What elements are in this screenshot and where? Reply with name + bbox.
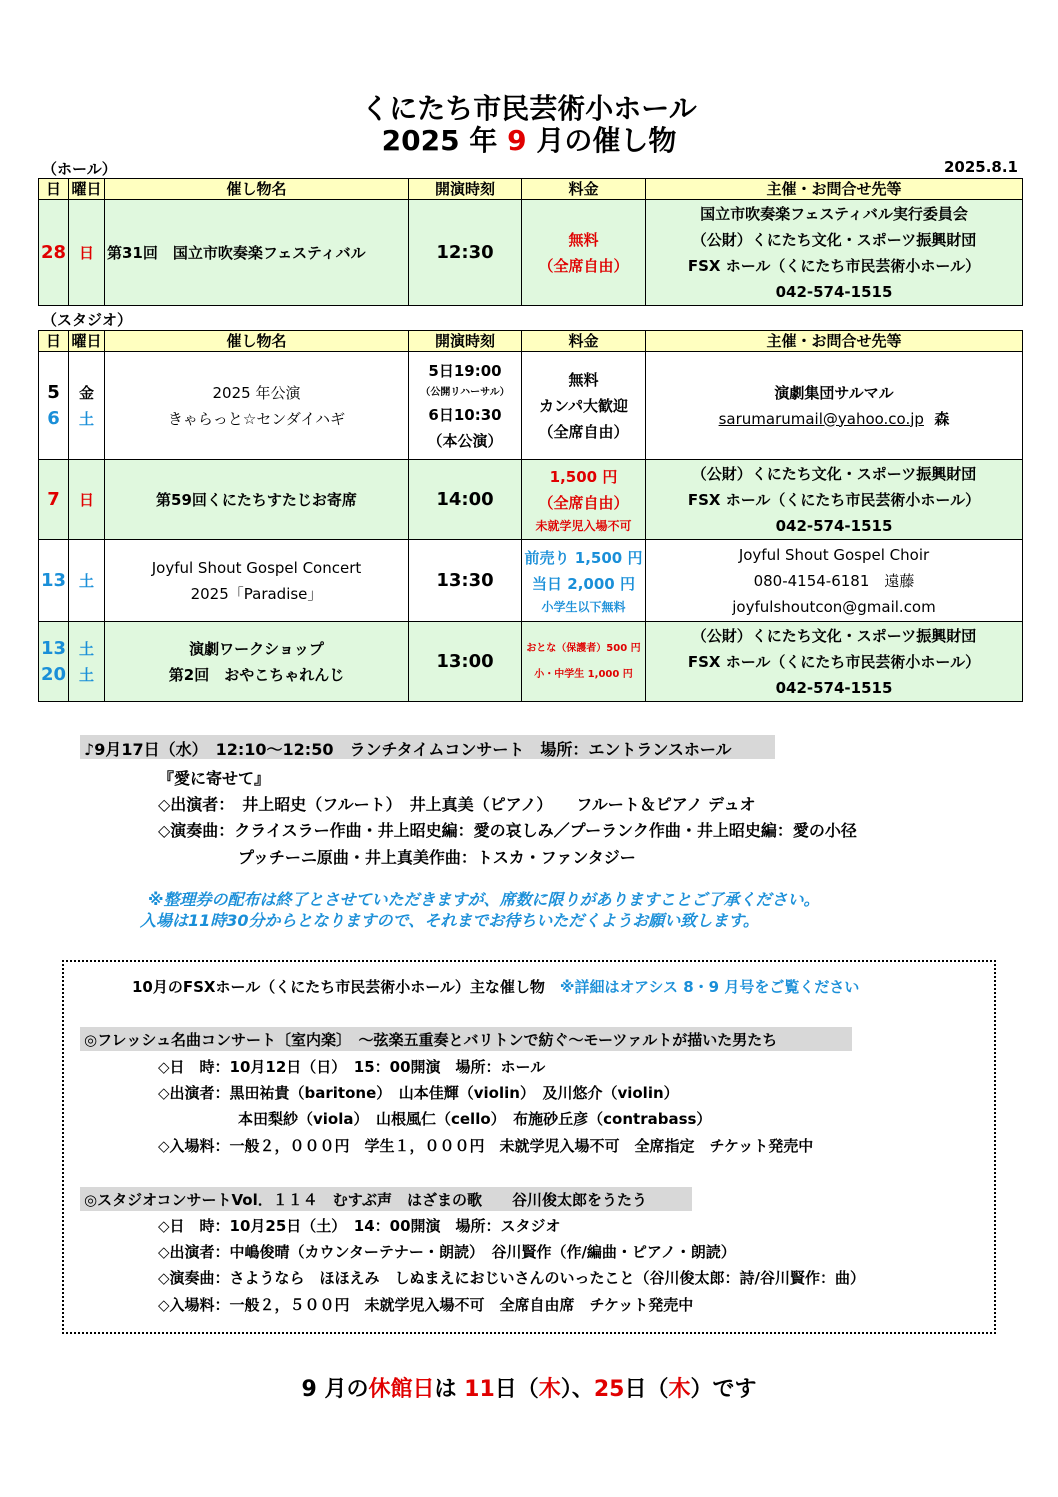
time-note: （公開リハーサル） [420,386,510,398]
closed-part: ）です [690,1377,757,1402]
concert2-date: ◇日 時：10月25日（土） 14：00開演 場所：スタジオ [158,1217,561,1235]
subtitle-suffix: 月の催し物 [526,124,677,157]
table-row [39,460,1023,540]
row-weekday: 土 [69,540,105,622]
contact-line: （公財）くにたち文化・スポーツ振興財団 [691,626,977,645]
header-contact: 主催・お問合せ先等 [646,331,1023,352]
lunch-program-cont: プッチーニ原曲・井上真美作曲：トスカ・ファンタジー [238,848,636,867]
issue-date: 2025.8.1 [943,158,1018,176]
subtitle-year: 2025 年 [381,124,508,157]
day-line: 5 [47,381,60,403]
row-day: 7 [39,460,69,540]
lunch-subtitle: 『愛に寄せて』 [158,769,271,788]
table-row [39,540,1023,622]
row-contact [646,460,1023,540]
weekday-line: 土 [78,409,94,428]
studio-table-header [39,331,1023,352]
contact-line: （公財）くにたち文化・スポーツ振興財団 [691,464,977,483]
table-row [39,352,1023,460]
concert1-date: ◇日 時：10月12日（日） 15：00開演 場所：ホール [158,1058,546,1076]
row-fee [522,460,646,540]
fee-line: （全席自由） [538,422,629,441]
row-contact [646,540,1023,622]
closed-day-2: 25 [593,1377,625,1402]
lunch-notice-1: ※整理券の配布は終了とさせていただきますが、席数に限りがありますことご了承ください。 [148,890,820,909]
header-time: 開演時刻 [409,179,522,200]
fee-line: 当日 2,000 円 [532,574,635,593]
row-event [105,540,409,622]
row-weekday [69,352,105,460]
studio-section-label: （スタジオ） [42,311,133,329]
row-contact [646,352,1023,460]
header-weekday: 曜日 [69,331,105,352]
table-row [39,200,1023,306]
closed-days-notice [0,1372,1058,1403]
lunch-notice-2: 入場は11時30分からとなりますので、それまでお待ちいただくようお願い致します。 [140,911,759,930]
concert2-admission: ◇入場料：一般２，５００円 未就学児入場不可 全席自由席 チケット発売中 [158,1296,694,1314]
contact-line: FSX ホール（くにたち市民芸術小ホール） [687,652,981,671]
page-subtitle [0,124,1058,158]
fee-line: （全席自由） [538,256,629,275]
hall-table-header [39,179,1023,200]
row-event: 第31回 国立市吹奏楽フェスティバル [105,200,409,306]
concert1-admission: ◇入場料：一般２，０００円 学生１，０００円 未就学児入場不可 全席指定 チケット発売中 [158,1137,814,1155]
header-contact: 主催・お問合せ先等 [646,179,1023,200]
row-fee [522,540,646,622]
october-heading [132,976,859,997]
studio-table [38,330,1023,702]
closed-part: は [434,1377,465,1402]
hall-section-label: （ホール） [42,160,117,178]
contact-line: 国立市吹奏楽フェスティバル実行委員会 [700,204,968,223]
concert1-performers-cont: 本田梨紗（viola） 山根風仁（cello） 布施砂丘彦（contrabass） [238,1110,712,1128]
row-time: 13:00 [409,622,522,702]
fee-line: 無料 [568,370,599,389]
concert2-title: ◎スタジオコンサートVol．１１４ むすぶ声 はざまの歌 谷川俊太郎をうたう [84,1191,647,1209]
row-weekday [69,622,105,702]
row-weekday: 日 [69,460,105,540]
row-event [105,352,409,460]
october-heading-text: 10月のFSXホール（くにたち市民芸術小ホール）主な催し物 [132,978,545,996]
weekday-line: 金 [78,383,94,402]
event-line: Joyful Shout Gospel Concert [151,558,362,577]
lunch-performers: ◇出演者： 井上昭史（フルート） 井上真美（ピアノ） フルート＆ピアノ デュオ [158,795,756,814]
header-time: 開演時刻 [409,331,522,352]
row-contact [646,622,1023,702]
page-title: くにたち市民芸術小ホール [361,92,697,125]
contact-phone: 042-574-1515 [775,516,893,535]
fee-note: 小学生以下無料 [541,599,626,614]
table-row [39,622,1023,702]
concert2-program: ◇演奏曲：さようなら ほほえみ しぬまえにおじいさんのいったこと（谷川俊太郎：詩/谷川賢作：曲） [158,1269,866,1287]
concert1-title: ◎フレッシュ名曲コンサート〔室内楽〕 ～弦楽五重奏とバリトンで紡ぐ～モーツァルトが描いた男たち [84,1031,778,1049]
hall-table [38,178,1023,306]
contact-line: 演劇集団サルマル [774,383,894,402]
header-fee: 料金 [522,331,646,352]
contact-line: Joyful Shout Gospel Choir [738,545,930,564]
row-day: 13 [39,540,69,622]
header-event: 催し物名 [105,331,409,352]
contact-phone: 042-574-1515 [775,282,893,301]
contact-email-link[interactable]: sarumarumail@yahoo.co.jp [718,409,924,428]
contact-line: （公財）くにたち文化・スポーツ振興財団 [691,230,977,249]
time-line: 5日19:00 [428,361,502,380]
row-event [105,622,409,702]
row-event: 第59回くにたちすたじお寄席 [105,460,409,540]
closed-part: 9 月の [301,1377,369,1402]
header-event: 催し物名 [105,179,409,200]
contact-line: 080-4154-6181 遠藤 [753,571,915,590]
row-time: 13:30 [409,540,522,622]
header-weekday: 曜日 [69,179,105,200]
contact-name: 森 [934,409,950,428]
fee-line: 小・中学生 1,000 円 [534,668,633,680]
event-line: 第2回 おやこちゃれんじ [168,665,345,684]
row-day [39,352,69,460]
contact-email: joyfulshoutcon@gmail.com [732,597,936,616]
day-line: 20 [41,663,67,685]
row-fee [522,200,646,306]
time-note: （本公演） [427,431,503,450]
event-line: 2025「Paradise」 [190,584,323,603]
row-time: 14:00 [409,460,522,540]
closed-part: 日（ [624,1377,669,1402]
row-weekday: 日 [69,200,105,306]
contact-phone: 042-574-1515 [775,678,893,697]
event-line: きゃらっと☆センダイハギ [167,409,346,428]
contact-line [648,406,1020,432]
closed-day-1: 11 [464,1377,495,1402]
fee-line: カンパ大歓迎 [539,396,628,415]
row-contact [646,200,1023,306]
closed-weekday-1: 木 [538,1377,561,1402]
event-line: 演劇ワークショップ [189,639,324,658]
header-day: 日 [39,331,69,352]
lunch-program: ◇演奏曲：クライスラー作曲・井上昭史編：愛の哀しみ／プーランク作曲・井上昭史編：愛の小径 [158,821,857,840]
fee-note: 未就学児入場不可 [535,518,632,533]
closed-weekday-2: 木 [668,1377,691,1402]
day-line: 6 [47,407,60,429]
header-fee: 料金 [522,179,646,200]
fee-line: （全席自由） [538,493,629,512]
row-day [39,622,69,702]
weekday-line: 土 [78,665,94,684]
october-heading-note: ※詳細はオアシス 8・9 月号をご覧ください [559,978,860,996]
fee-line: 無料 [568,230,599,249]
concert2-performers: ◇出演者：中嶋俊晴（カウンターテナー・朗読） 谷川賢作（作/編曲・ピアノ・朗読） [158,1243,736,1261]
header-day: 日 [39,179,69,200]
row-fee [522,622,646,702]
closed-part: ）、 [560,1377,594,1402]
closed-part: 日（ [494,1377,539,1402]
concert1-performers: ◇出演者：黒田祐貴（baritone） 山本佳輝（violin） 及川悠介（violin） [158,1084,679,1102]
row-day: 28 [39,200,69,306]
contact-line: FSX ホール（くにたち市民芸術小ホール） [687,256,981,275]
event-line: 2025 年公演 [212,383,301,402]
day-line: 13 [41,637,67,659]
fee-line: 1,500 円 [549,467,618,486]
row-time [409,352,522,460]
time-line: 6日10:30 [428,405,502,424]
weekday-line: 土 [78,639,94,658]
subtitle-month: 9 [507,124,527,157]
closed-part-holiday: 休館日 [368,1377,435,1402]
contact-line: FSX ホール（くにたち市民芸術小ホール） [687,490,981,509]
row-fee [522,352,646,460]
fee-line: 前売り 1,500 円 [524,548,643,567]
fee-line: おとな（保護者）500 円 [526,642,641,654]
lunch-header: ♪9月17日（水） 12:10～12:50 ランチタイムコンサート 場所：エントランスホール [84,740,732,759]
row-time: 12:30 [409,200,522,306]
